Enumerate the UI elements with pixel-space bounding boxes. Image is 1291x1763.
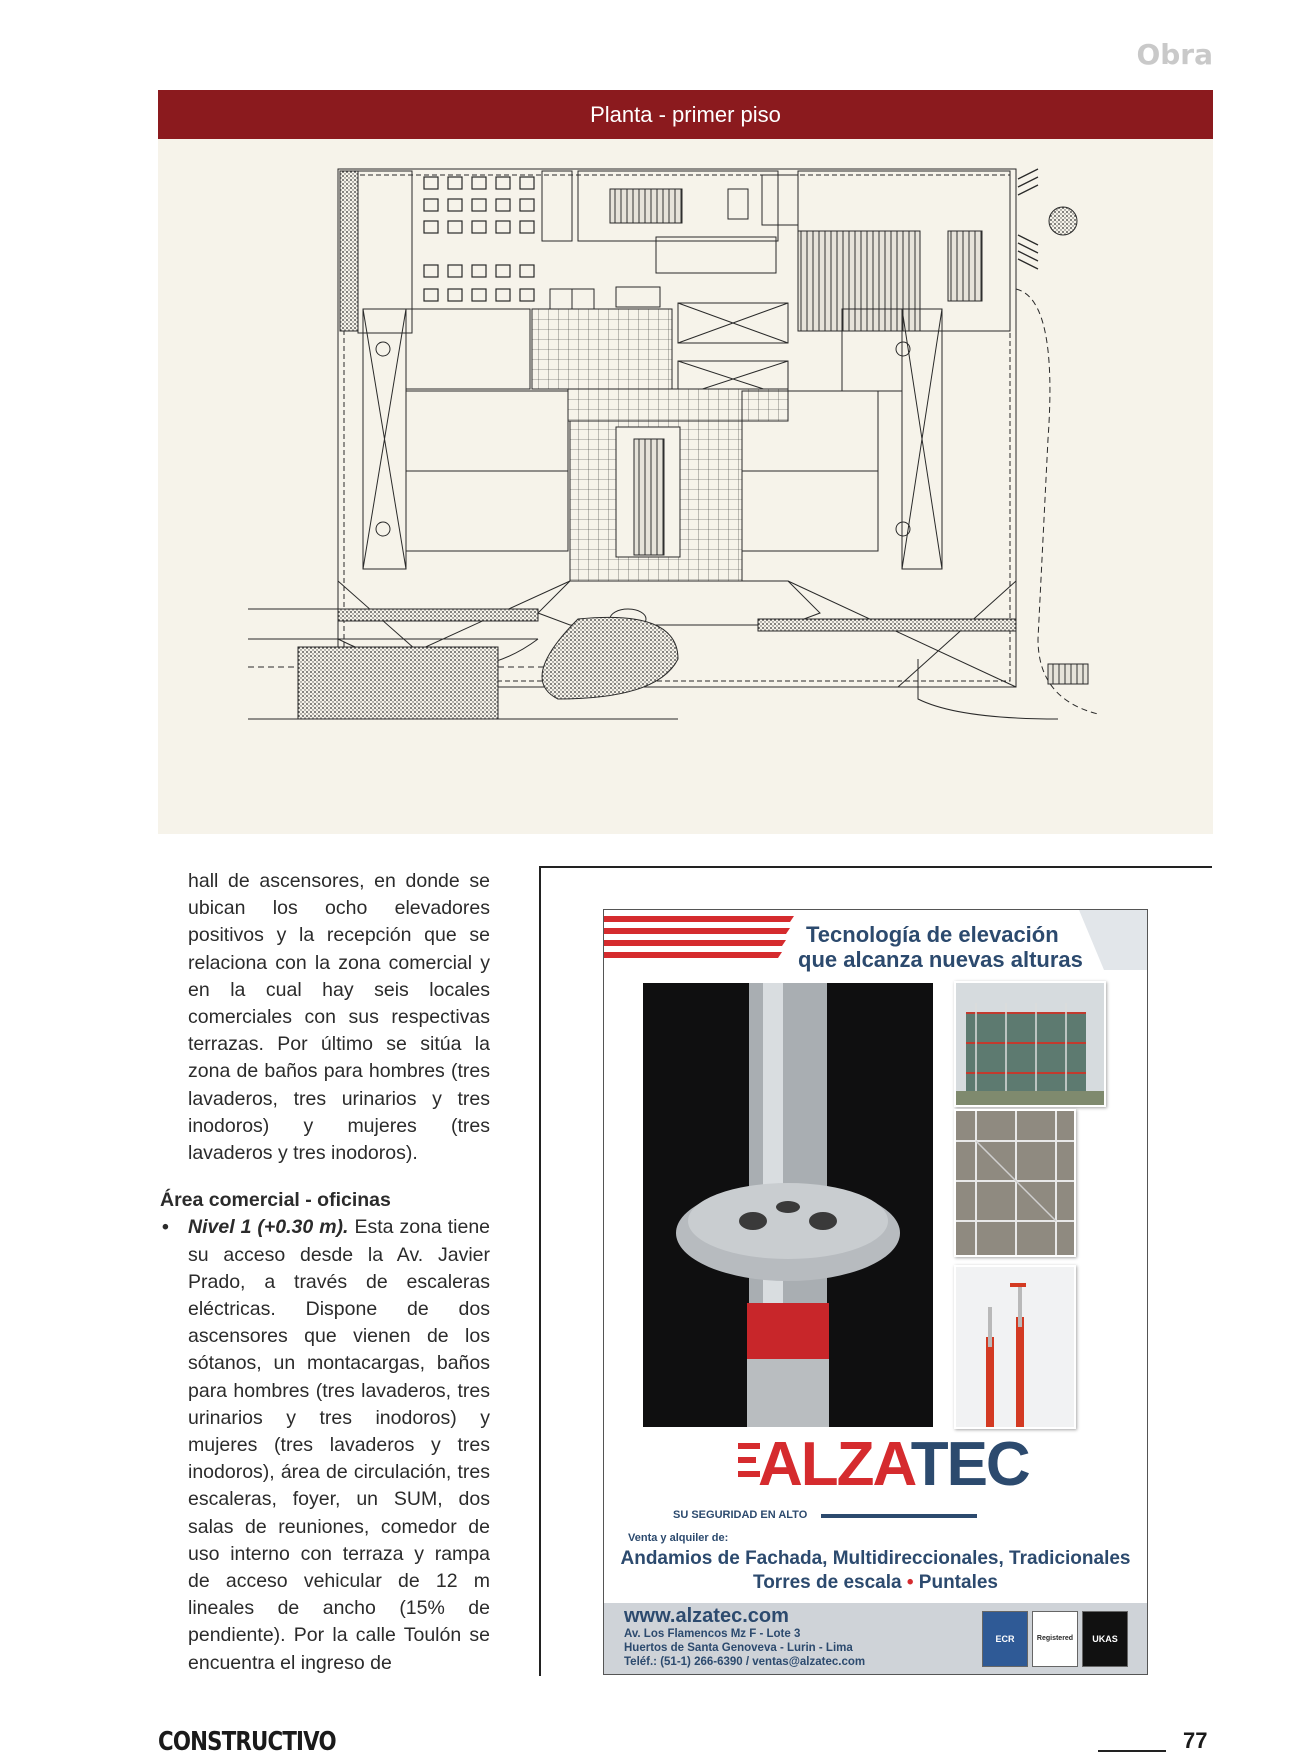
scaffold-facade-photo	[954, 981, 1106, 1107]
ad-address-line-2: Huertos de Santa Genoveva - Lurin - Lima	[624, 1642, 853, 1654]
article-subheading: Área comercial - oficinas	[160, 1189, 391, 1212]
logo-slogan	[673, 1509, 1033, 1523]
ad-product-towers: Torres de escala	[753, 1572, 902, 1593]
section-tag: Obra	[1136, 38, 1213, 71]
logo-wordmark	[758, 1429, 1029, 1500]
article-bullet	[160, 1214, 490, 1676]
ad-address-line-1: Av. Los Flamencos Mz F - Lote 3	[624, 1628, 801, 1640]
ad-url: www.alzatec.com	[624, 1605, 789, 1627]
footer-rule	[1098, 1750, 1166, 1752]
bullet-text: Esta zona tiene su acceso desde la Av. Javier Prado, a través de escaleras eléctricas. Dispone de dos ascensores que vienen de los sótanos, un montacargas, baños para hombres (tres lavaderos, tres urinarios y tres inodoros) y mujeres (tres lavaderos y tres inodoros), área de circulación, tres escaleras, foyer, un SUM, dos salas de reuniones, comedor de uso interno con terraza y rampa de acceso vehicular de 12 m lineales de ancho (15% de pendiente). Por la calle Toulón se encuentra el ingreso de	[188, 1216, 491, 1674]
page-number: 77	[1183, 1728, 1208, 1753]
ecr-cert-badge: ECR	[982, 1611, 1028, 1667]
ad-tagline-line-2: que alcanza nuevas alturas	[798, 947, 1083, 972]
ad-products-line-1: Andamios de Fachada, Multidireccionales, Tradicionales	[620, 1548, 1131, 1569]
ukas-cert-badge: UKAS	[1082, 1611, 1128, 1667]
figure-title: Planta - primer piso	[158, 90, 1213, 139]
footer-brand: CONSTRUCTIVO	[158, 1727, 336, 1757]
ad-tagline-line-1: Tecnología de elevación	[806, 922, 1059, 947]
logo-slogan-rule	[821, 1514, 977, 1518]
registered-cert-badge: Registered	[1032, 1611, 1078, 1667]
floor-plan-figure	[158, 90, 1213, 834]
ad-phone: Teléf.: (51-1) 266-6390 / ventas@alzatec.com	[624, 1656, 866, 1668]
logo-slogan-text: SU SEGURIDAD EN ALTO	[673, 1509, 808, 1521]
logo-alza: ALZA	[758, 1430, 911, 1499]
ad-frame-top-rule	[539, 866, 1212, 868]
ad-frame-left-rule	[539, 866, 541, 1676]
ad-venta-label: Venta y alquiler de:	[628, 1532, 729, 1544]
steel-props-photo	[954, 1265, 1076, 1429]
article-text	[160, 868, 490, 1677]
ad-footer	[604, 1603, 1147, 1674]
ad-product-separator: •	[906, 1572, 914, 1593]
bullet-label: Nivel 1 (+0.30 m).	[188, 1216, 349, 1239]
ad-product-props: Puntales	[918, 1572, 998, 1593]
scaffold-pipe-photo	[643, 983, 933, 1427]
scaffold-tower-photo	[954, 1109, 1076, 1257]
bullet-dot: •	[162, 1216, 169, 1239]
alzatec-logo	[744, 1429, 1044, 1509]
floor-plan-drawing	[158, 139, 1213, 834]
ad-products-line-2	[604, 1572, 1147, 1594]
logo-tec: TEC	[910, 1430, 1029, 1499]
article-paragraph: hall de ascensores, en donde se ubican los ocho elevadores positivos y la recepción que se relaciona con la zona comercial y en la cual hay seis locales comerciales con sus respectivas terrazas. Por último se sitúa la zona de baños para hombres (tres lavaderos, tres urinarios y tres inodoros) y mujeres (tres lavaderos y tres inodoros).	[188, 870, 490, 1165]
alzatec-advertisement	[603, 909, 1148, 1675]
